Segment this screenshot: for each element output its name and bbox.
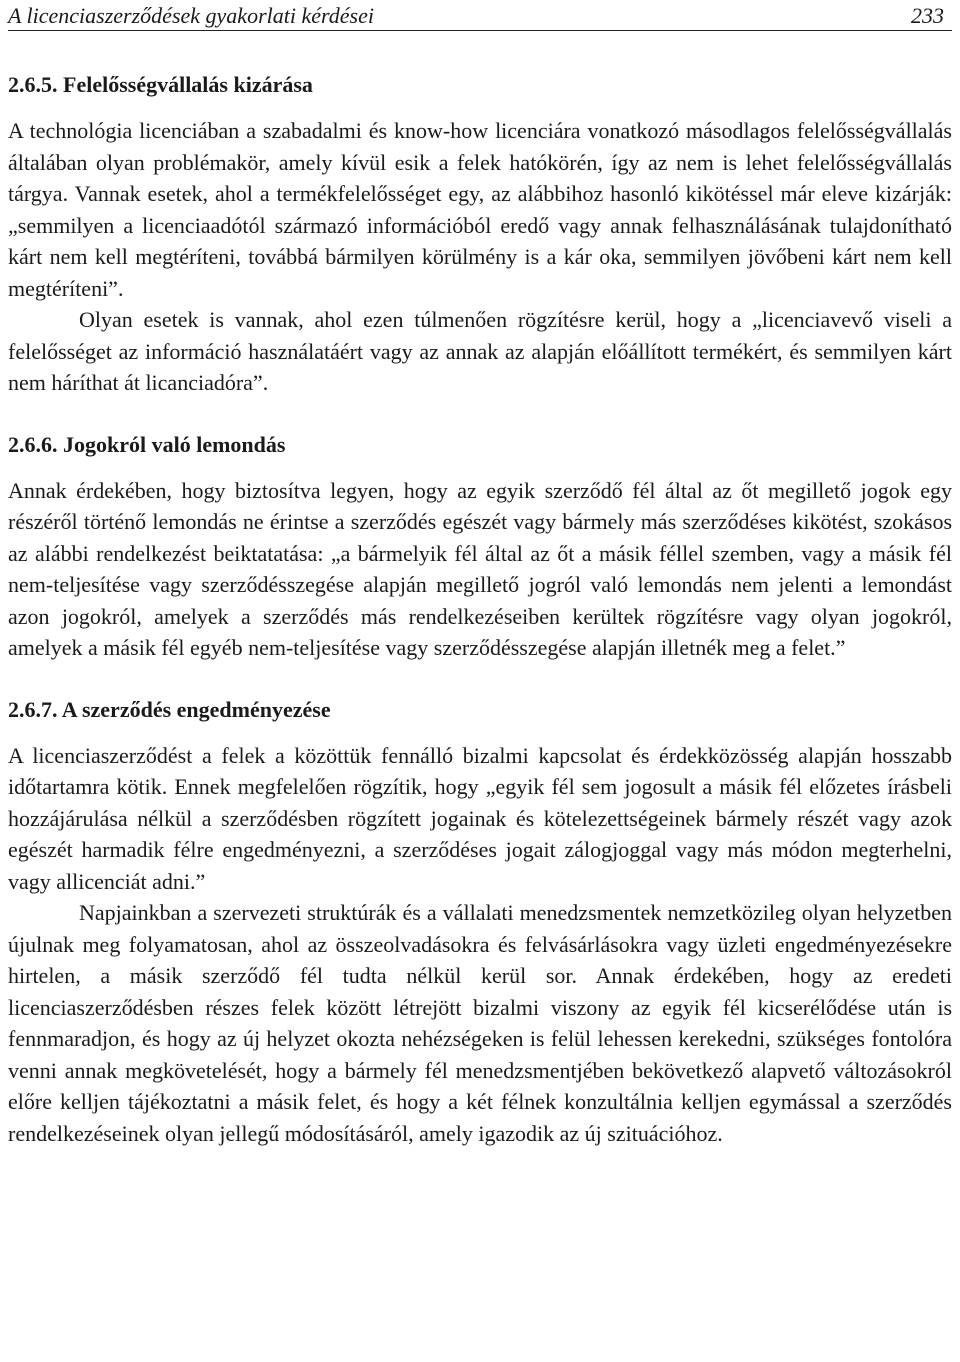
- document-page: [8, 0, 952, 1149]
- paragraph: A technológia licenciában a szabadalmi és know-how licenciára vonatkozó másodlagos felelősségvállalás általában olyan problémakör, amely kívül esik a felek hatókörén, így az nem is lehet felelősségvállalás tárgya. Vannak esetek, ahol a termékfelelősséget egy, az alábbihoz hasonló kikötéssel már eleve kizárják: „semmilyen a licenciaadótól származó információból eredő vagy annak felhasználásának tulajdonítható kárt nem kell megtéríteni, továbbá bármilyen körülmény is a kár oka, semmilyen jövőbeni kárt nem kell megtéríteni”.: [8, 118, 952, 301]
- paragraph: Napjainkban a szervezeti struktúrák és a vállalati menedzsmentek nemzetközileg olyan helyzetben újulnak meg folyamatosan, ahol az összeolvadásokra és felvásárlásokra vagy üzleti engedményezésekre hirtelen, a másik szerződő fél tudta nélkül kerül sor. Annak érdekében, hogy az eredeti licenciaszerződésben részes felek között létrejött bizalmi viszony az egyik fél kicserélődése után is fennmaradjon, és hogy az új helyzet okozta nehézségeken is felül lehessen kerekedni, szükséges fontolóra venni annak megkövetelését, hogy a bármely fél menedzsmentjében bekövetkező alapvető változásokról előre kelljen tájékoztatni a másik felet, és hogy a két félnek konzultálnia kelljen egymással a szerződés rendelkezéseinek olyan jellegű módosításáról, amely igazodik az új szituációhoz.: [8, 900, 952, 1146]
- running-header: [8, 0, 952, 31]
- paragraph: A licenciaszerződést a felek a közöttük fennálló bizalmi kapcsolat és érdekközösség alapján hosszabb időtartamra kötik. Ennek megfelelően rögzítik, hogy „egyik fél sem jogosult a másik fél előzetes írásbeli hozzájárulása nélkül a szerződésben rögzített jogainak és kötelezettségeinek bármely részét vagy azok egészét harmadik félre engedményezni, a szerződéses jogait zálogjoggal vagy más módon megterhelni, vagy allicenciát adni.”: [8, 742, 952, 894]
- section-heading-2-6-7: 2.6.7. A szerződés engedményezése: [8, 696, 331, 722]
- paragraph: Olyan esetek is vannak, ahol ezen túlmenően rögzítésre kerül, hogy a „licenciavevő viseli a felelősséget az információ használatáért vagy az annak az alapján előállított termékért, és semmilyen kárt nem háríthat át licanciadóra”.: [8, 307, 952, 395]
- section-heading-2-6-6: 2.6.6. Jogokról való lemondás: [8, 431, 286, 457]
- page-number: 233: [911, 3, 944, 28]
- section-body-2-6-7: [8, 740, 952, 1150]
- paragraph: Annak érdekében, hogy biztosítva legyen, hogy az egyik szerződő fél által az őt megillető jogok egy részéről történő lemondás ne érintse a szerződés egészét vagy bármely más szerződéses kikötést, szokásos az alábbi rendelkezést beiktatatása: „a bármelyik fél által az őt a másik féllel szemben, vagy a másik fél nem-teljesítése vagy szerződésszegése alapján megillető jogról való lemondás nem jelenti a lemondást azon jogokról, amelyek a szerződés más rendelkezéseiben kerültek rögzítésre vagy olyan jogokról, amelyek a másik fél egyéb nem-teljesítése vagy szerződésszegése alapján illetnék meg a felet.”: [8, 477, 952, 660]
- section-body-2-6-6: [8, 475, 952, 664]
- section-heading-2-6-5: 2.6.5. Felelősségvállalás kizárása: [8, 72, 313, 97]
- running-header-title: A licenciaszerződések gyakorlati kérdései: [8, 3, 374, 28]
- section-body-2-6-5: [8, 115, 952, 399]
